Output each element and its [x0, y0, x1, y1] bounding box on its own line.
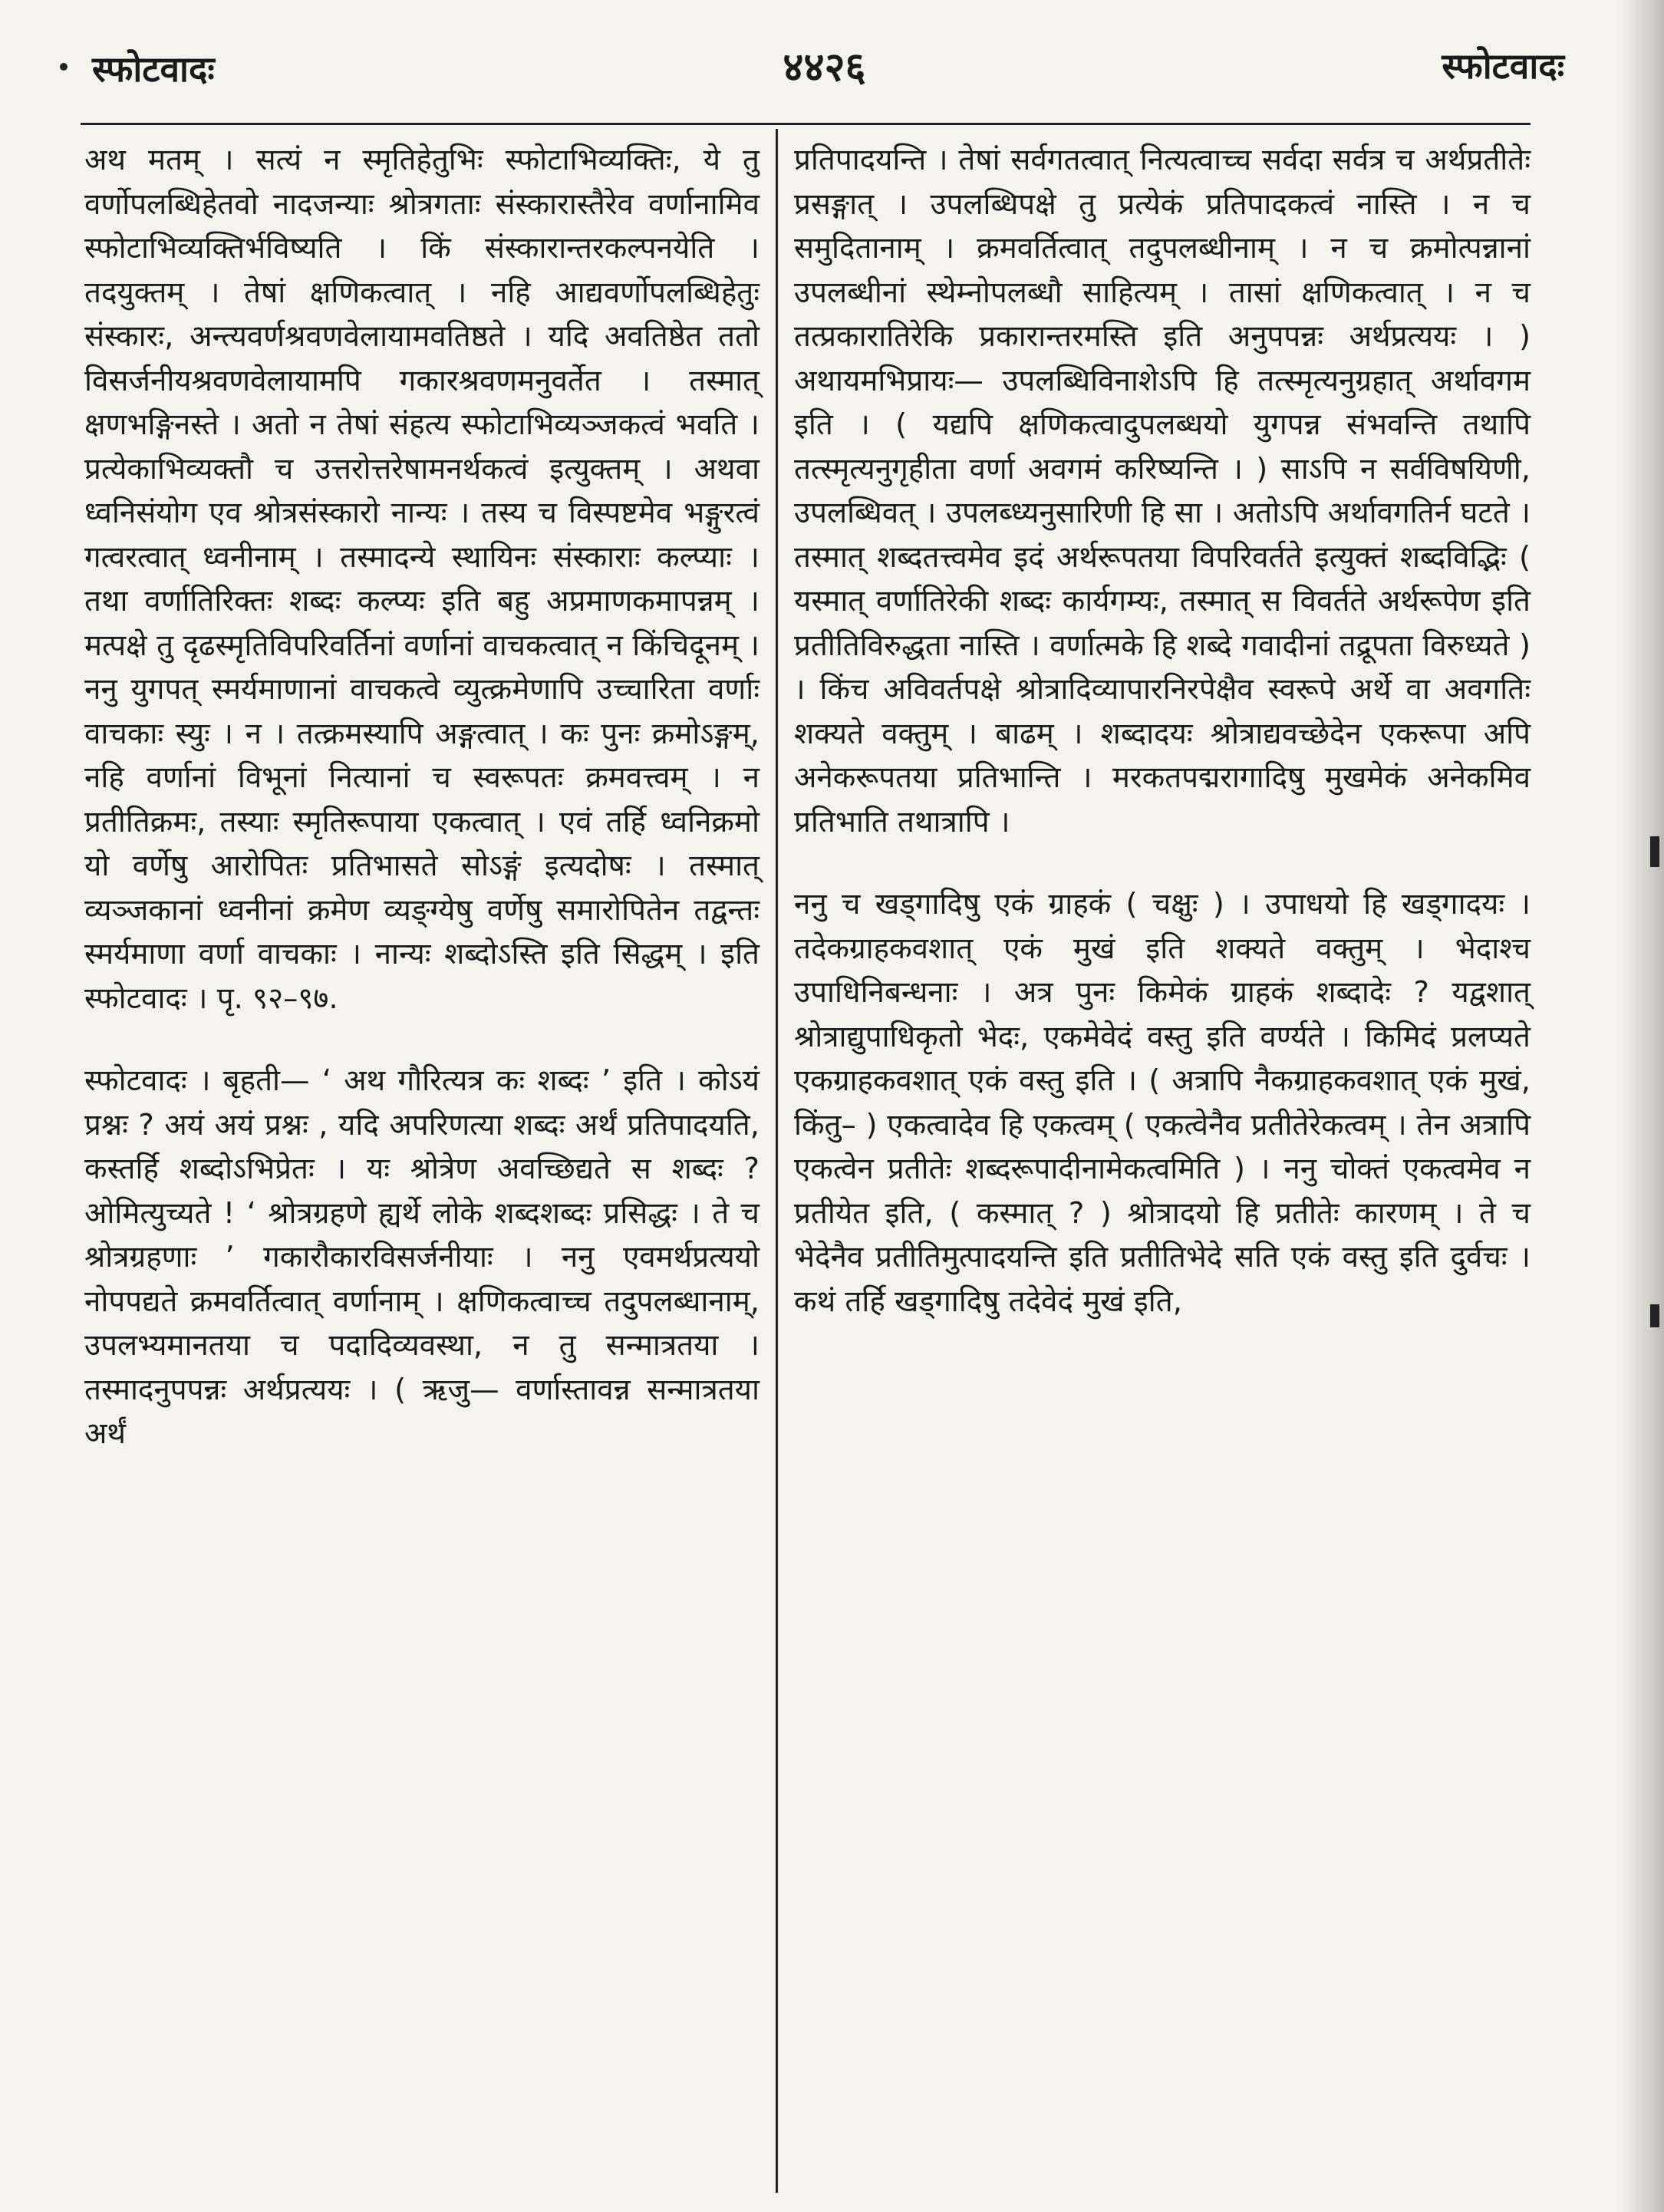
page-number: ४४२६: [783, 45, 866, 91]
scan-page-edge: [1618, 0, 1664, 2212]
right-column: [794, 138, 1531, 1324]
left-paragraph-2: स्फोटवादः । बृहती— ‘ अथ गौरित्यत्र कः शब्दः ’ इति । कोऽयं प्रश्नः ? अयं अयं प्रश्नः , यदि अपरिणत्या शब्दः अर्थं प्रतिपादयति, कस्तर्हि शब्दोऽभिप्रेतः । यः श्रोत्रेण अवच्छिद्यते स शब्दः ? ओमित्युच्यते ! ‘ श्रोत्रग्रहणे ह्यर्थे लोके शब्दशब्दः प्रसिद्धः । ते च श्रोत्रग्रहणाः ’ गकारौकारविसर्जनीयाः । ननु एवमर्थप्रत्ययो नोपपद्यते क्रमवर्तित्वात् वर्णानाम् । क्षणिकत्वाच्च तदुपलब्धानाम्, उपलभ्यमानतया च पदादिव्यवस्था, न तु सन्मात्रतया । तस्मादनुपपन्नः अर्थप्रत्ययः । ( ऋजु— वर्णास्तावन्न सन्मात्रतया अर्थं: [84, 1063, 760, 1451]
edge-mark: [1650, 1304, 1659, 1327]
ink-speck: [60, 63, 68, 71]
left-paragraph-1: अथ मतम् । सत्यं न स्मृतिहेतुभिः स्फोटाभिव्यक्तिः, ये तु वर्णोपलब्धिहेतवो नादजन्याः श्रोत्रगताः संस्कारास्तैरेव वर्णानामिव स्फोटाभिव्यक्तिर्भविष्यति । किं संस्कारान्तरकल्पनयेति । तदयुक्तम् । तेषां क्षणिकत्वात् । नहि आद्यवर्णोपलब्धिहेतुः संस्कारः, अन्त्यवर्णश्रवणवेलायामवतिष्ठते । यदि अवतिष्ठेत ततो विसर्जनीयश्रवणवेलायामपि गकारश्रवणमनुवर्तेत । तस्मात् क्षणभङ्गिनस्ते । अतो न तेषां संहत्य स्फोटाभिव्यञ्जकत्वं भवति । प्रत्येकाभिव्यक्तौ च उत्तरोत्तरेषामनर्थकत्वं इत्युक्तम् । अथवा ध्वनिसंयोग एव श्रोत्रसंस्कारो नान्यः । तस्य च विस्पष्टमेव भङ्गुरत्वं गत्वरत्वात् ध्वनीनाम् । तस्मादन्ये स्थायिनः संस्काराः कल्प्याः । तथा वर्णातिरिक्तः शब्दः कल्प्यः इति बहु अप्रमाणकमापन्नम् । मत्पक्षे तु दृढस्मृतिविपरिवर्तिनां वर्णानां वाचकत्वात् न किंचिदूनम् । ननु युगपत् स्मर्यमाणानां वाचकत्वे व्युत्क्रमेणापि उच्चारिता वर्णाः वाचकाः स्युः । न । तत्क्रमस्यापि अङ्गत्वात् । कः पुनः क्रमोऽङ्गम्, नहि वर्णानां विभूनां नित्यानां च स्वरूपतः क्रमवत्त्वम् । न प्रतीतिक्रमः, तस्याः स्मृतिरूपाया एकत्वात् । एवं तर्हि ध्वनिक्रमो यो वर्णेषु आरोपितः प्रतिभासते सोऽङ्गं इत्यदोषः । तस्मात् व्यञ्जकानां ध्वनीनां क्रमेण व्यङ्ग्येषु वर्णेषु समारोपितेन तद्वन्तः स्मर्यमाणा वर्णा वाचकाः । नान्यः शब्दोऽस्ति इति सिद्धम् । इति स्फोटवादः । पृ. ९२–९७.: [84, 143, 760, 1016]
page-header: [77, 31, 1572, 100]
left-column: [84, 138, 760, 1456]
column-divider: [776, 129, 778, 2193]
right-paragraph-1: प्रतिपादयन्ति । तेषां सर्वगतत्वात् नित्यत्वाच्च सर्वदा सर्वत्र च अर्थप्रतीतेः प्रसङ्गात् । उपलब्धिपक्षे तु प्रत्येकं प्रतिपादकत्वं नास्ति । न च समुदितानाम् । क्रमवर्तित्वात् तदुपलब्धीनाम् । न च क्रमोत्पन्नानां उपलब्धीनां स्थेम्नोपलब्धौ साहित्यम् । तासां क्षणिकत्वात् । न च तत्प्रकारातिरेकि प्रकारान्तरमस्ति इति अनुपपन्नः अर्थप्रत्ययः । ) अथायमभिप्रायः— उपलब्धिविनाशेऽपि हि तत्स्मृत्यनुग्रहात् अर्थावगम इति । ( यद्यपि क्षणिकत्वादुपलब्धयो युगपन्न संभवन्ति तथापि तत्स्मृत्यनुगृहीता वर्णा अवगमं करिष्यन्ति । ) साऽपि न सर्वविषयिणी, उपलब्धिवत् । उपलब्ध्यनुसारिणी हि सा । अतोऽपि अर्थावगतिर्न घटते । तस्मात् शब्दतत्त्वमेव इदं अर्थरूपतया विपरिवर्तते इत्युक्तं शब्दविद्भिः ( यस्मात् वर्णातिरेकी शब्दः कार्यगम्यः, तस्मात् स विवर्तते अर्थरूपेण इति प्रतीतिविरुद्धता नास्ति । वर्णात्मके हि शब्दे गवादीनां तद्रूपता विरुध्यते ) । किंच अविवर्तपक्षे श्रोत्रादिव्यापारनिरपेक्षैव स्वरूपे अर्थे वा अवगतिः शक्यते वक्तुम् । बाढम् । शब्दादयः श्रोत्राद्यवच्छेदेन एकरूपा अपि अनेकरूपतया प्रतिभान्ति । मरकतपद्मरागादिषु मुखमेकं अनेकमिव प्रतिभाति तथात्रापि ।: [794, 143, 1531, 839]
running-title-right: स्फोटवादः: [1442, 45, 1564, 87]
header-rule: [81, 123, 1531, 125]
edge-mark: [1650, 836, 1659, 867]
running-title-left: स्फोटवादः: [92, 48, 215, 90]
right-paragraph-2: ननु च खड्गादिषु एकं ग्राहकं ( चक्षुः ) । उपाधयो हि खड्गादयः । तदेकग्राहकवशात् एकं मुखं इति शक्यते वक्तुम् । भेदाश्च उपाधिनिबन्धनाः । अत्र पुनः किमेकं ग्राहकं शब्दादेः ? यद्वशात् श्रोत्राद्युपाधिकृतो भेदः, एकमेवेदं वस्तु इति वर्ण्यते । किमिदं प्रलप्यते एकग्राहकवशात् एकं वस्तु इति । ( अत्रापि नैकग्राहकवशात् एकं मुखं, किंतु– ) एकत्वादेव हि एकत्वम् ( एकत्वेनैव प्रतीतेरेकत्वम् । तेन अत्रापि एकत्वेन प्रतीतेः शब्दरूपादीनामेकत्वमिति ) । ननु चोक्तं एकत्वमेव न प्रतीयेत इति, ( कस्मात् ? ) श्रोत्रादयो हि प्रतीतेः कारणम् । ते च भेदेनैव प्रतीतिमुत्पादयन्ति इति प्रतीतिभेदे सति एकं वस्तु इति दुर्वचः । कथं तर्हि खड्गादिषु तदेवेदं मुखं इति,: [794, 887, 1531, 1319]
